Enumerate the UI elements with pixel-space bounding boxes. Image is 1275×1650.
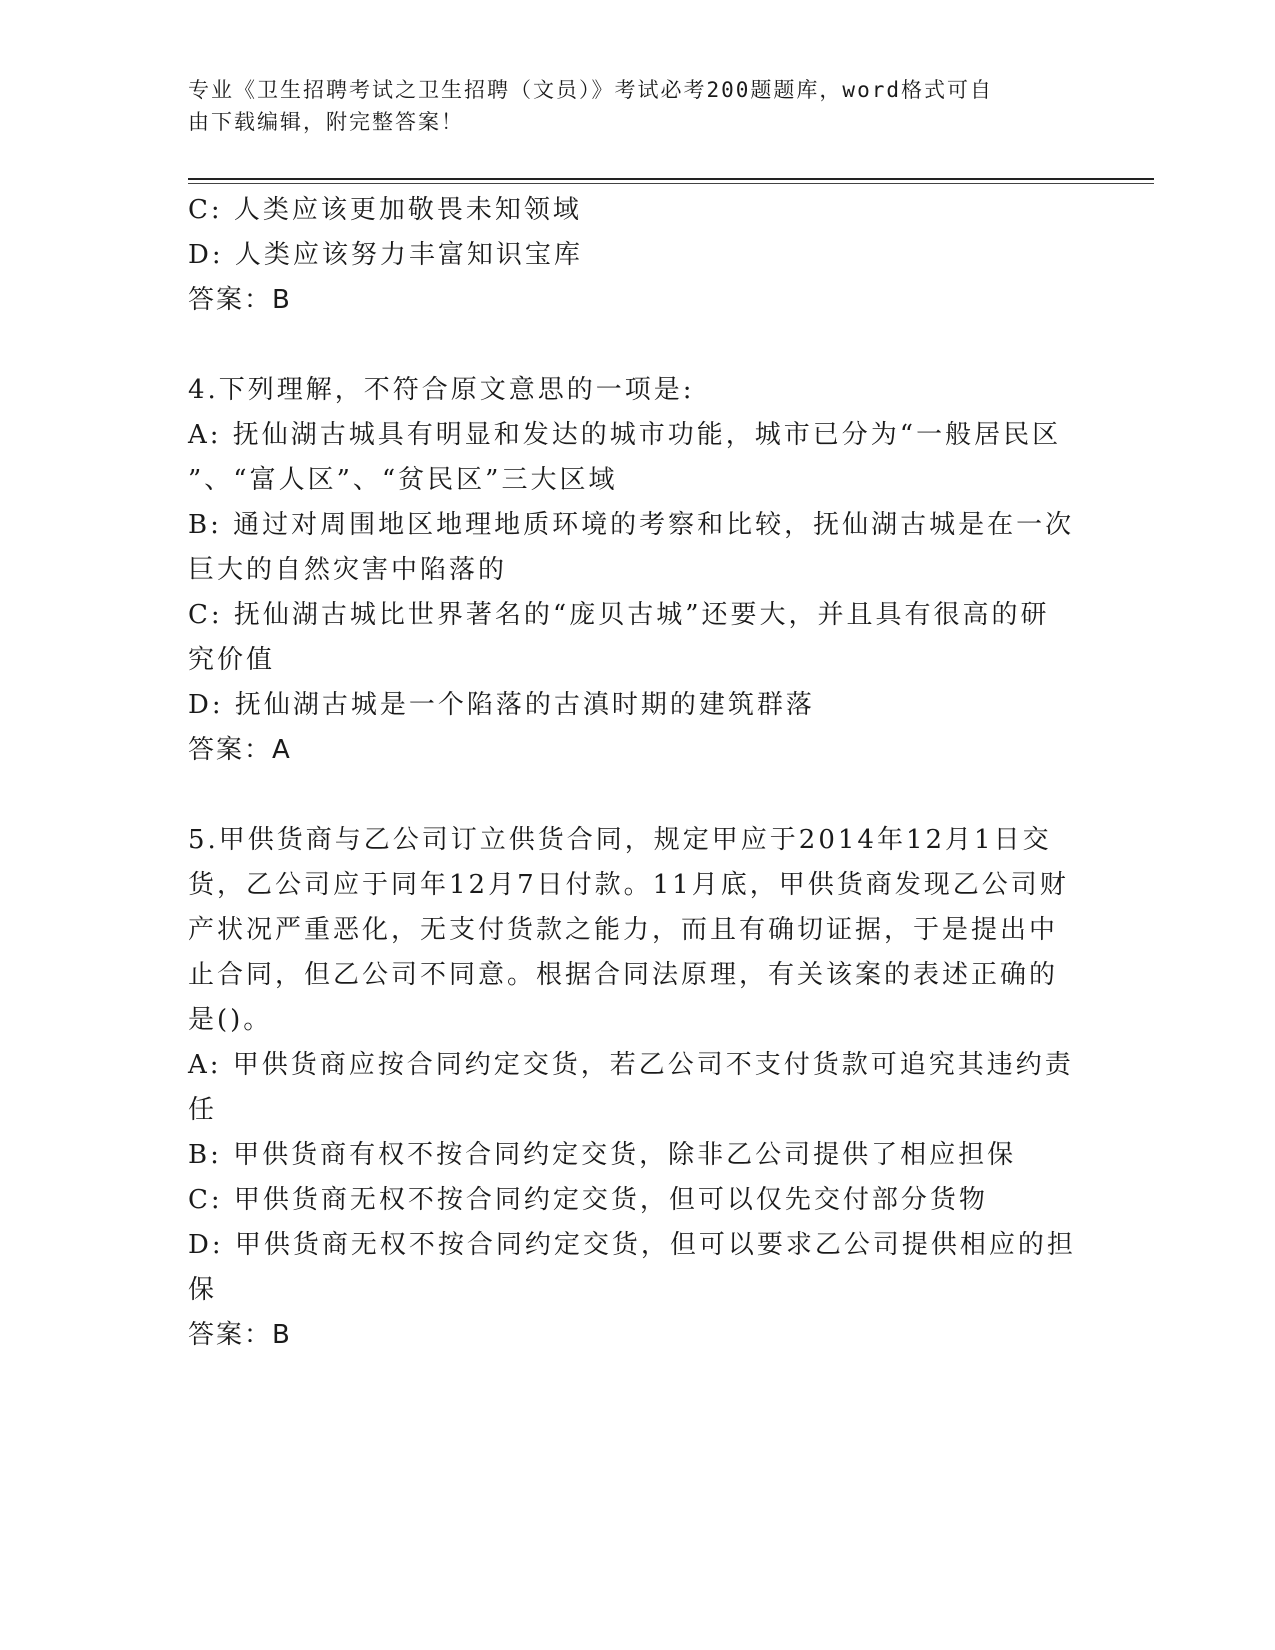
q5-question-line-4: 止合同，但乙公司不同意。根据合同法原理，有关该案的表述正确的 <box>188 960 1059 990</box>
q5-question-line-5: 是()。 <box>188 1005 273 1035</box>
q4-option-c-line-2: 究价值 <box>188 645 276 675</box>
document-header <box>188 74 1068 138</box>
q4-option-c-line-1: C: 抚仙湖古城比世界著名的“庞贝古城”还要大，并且具有很高的研 <box>188 600 1050 630</box>
q5-option-a-line-1: A: 甲供货商应按合同约定交货，若乙公司不支付货款可追究其违约责 <box>188 1050 1074 1080</box>
q5-option-c: C: 甲供货商无权不按合同约定交货，但可以仅先交付部分货物 <box>188 1185 988 1215</box>
q5-option-a-line-2: 任 <box>188 1095 218 1125</box>
q5-question-line-3: 产状况严重恶化，无支付货款之能力，而且有确切证据，于是提出中 <box>188 915 1059 945</box>
q4-option-d: D: 抚仙湖古城是一个陷落的古滇时期的建筑群落 <box>188 690 815 720</box>
q4-answer: 答案：A <box>188 735 292 765</box>
q5-question-line-2: 货，乙公司应于同年12月7日付款。11月底，甲供货商发现乙公司财 <box>188 870 1069 900</box>
header-line-1: 专业《卫生招聘考试之卫生招聘（文员）》考试必考200题题库，word格式可自 <box>188 78 993 102</box>
document-body <box>188 188 1078 1358</box>
header-divider-thin <box>188 183 1154 184</box>
q4-option-b-line-1: B: 通过对周围地区地理地质环境的考察和比较，抚仙湖古城是在一次 <box>188 510 1075 540</box>
q4-option-b-line-2: 巨大的自然灾害中陷落的 <box>188 555 508 585</box>
q5-question-line-1: 5.甲供货商与乙公司订立供货合同，规定甲应于2014年12月1日交 <box>188 825 1052 855</box>
q5-option-b: B: 甲供货商有权不按合同约定交货，除非乙公司提供了相应担保 <box>188 1140 1017 1170</box>
q4-option-a-line-1: A: 抚仙湖古城具有明显和发达的城市功能，城市已分为“一般居民区 <box>188 420 1062 450</box>
spacer <box>188 773 1078 818</box>
q5-option-d-line-2: 保 <box>188 1275 218 1305</box>
spacer <box>188 323 1078 368</box>
q3-option-d: D: 人类应该努力丰富知识宝库 <box>188 240 583 270</box>
q4-question: 4.下列理解，不符合原文意思的一项是: <box>188 375 695 405</box>
header-divider-thick <box>188 178 1154 180</box>
q3-option-c: C: 人类应该更加敬畏未知领域 <box>188 195 582 225</box>
q5-option-d-line-1: D: 甲供货商无权不按合同约定交货，但可以要求乙公司提供相应的担 <box>188 1230 1076 1260</box>
q5-answer: 答案：B <box>188 1320 292 1350</box>
q4-option-a-line-2: ”、“富人区”、“贫民区”三大区域 <box>188 465 618 495</box>
header-line-2: 由下载编辑，附完整答案！ <box>188 110 464 134</box>
q3-answer: 答案：B <box>188 285 292 315</box>
